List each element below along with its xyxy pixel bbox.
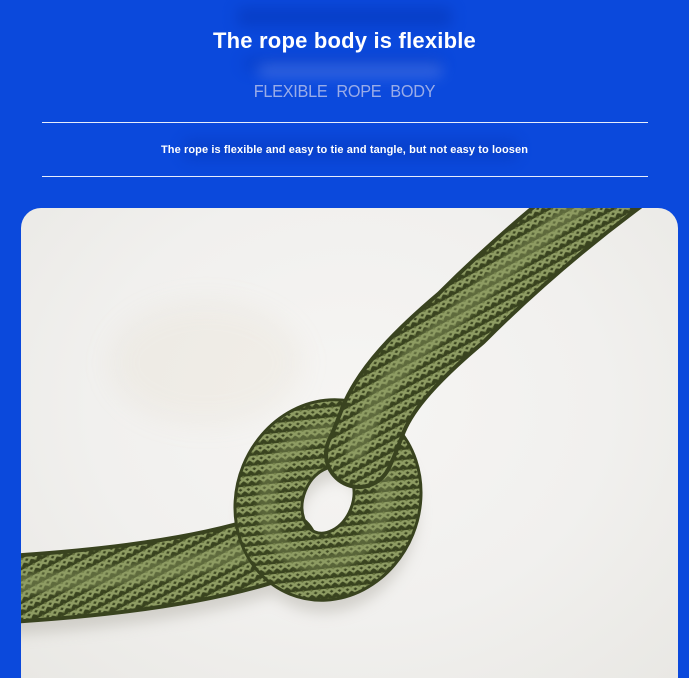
page-subtitle: FLEXIBLE ROPE BODY	[253, 81, 436, 101]
rope-image	[21, 208, 678, 678]
product-image-card	[21, 208, 678, 678]
rope-incoming	[356, 208, 678, 454]
divider-bottom	[42, 176, 648, 177]
page-title: The rope body is flexible	[213, 28, 476, 53]
header-section	[0, 0, 689, 208]
blurred-text-artifact	[237, 7, 452, 27]
description-text: The rope is flexible and easy to tie and tangle, but not easy to loosen	[160, 144, 529, 156]
divider-top	[42, 122, 648, 123]
blurred-text-artifact	[258, 64, 443, 78]
